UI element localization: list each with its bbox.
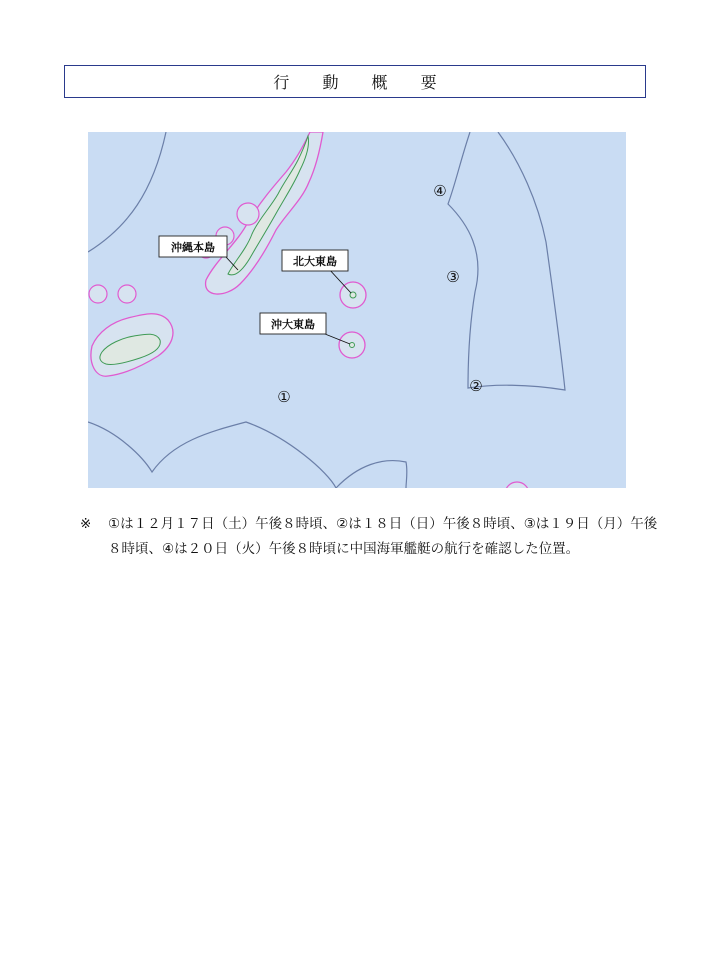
map-canvas <box>88 132 626 488</box>
marker-1: ① <box>277 388 291 406</box>
label-okidaito <box>260 313 326 334</box>
label-okidaito-text: 沖大東島 <box>271 318 315 331</box>
map <box>88 132 626 488</box>
label-okinawa-text: 沖縄本島 <box>171 241 215 254</box>
small-island-ring <box>89 285 107 303</box>
okidaito-island <box>350 343 355 348</box>
sea-area <box>88 132 626 488</box>
marker-3: ③ <box>446 268 460 286</box>
note-text: ①は１２月１７日（土）午後８時頃、②は１８日（日）午後８時頃、③は１９日（月）午後８時頃、④は２０日（火）午後８時頃に中国海軍艦艇の航行を確認した位置。 <box>108 516 658 557</box>
note <box>80 512 660 562</box>
small-island-ring <box>118 285 136 303</box>
page-title: 行 動 概 要 <box>273 73 451 92</box>
label-okinawa <box>159 236 227 257</box>
small-island-ring <box>237 203 259 225</box>
title-box <box>64 65 646 98</box>
label-kitadaito <box>282 250 348 271</box>
note-mark: ※ <box>80 516 92 532</box>
marker-2: ② <box>469 377 483 395</box>
marker-4: ④ <box>433 182 447 200</box>
label-kitadaito-text: 北大東島 <box>293 255 337 268</box>
